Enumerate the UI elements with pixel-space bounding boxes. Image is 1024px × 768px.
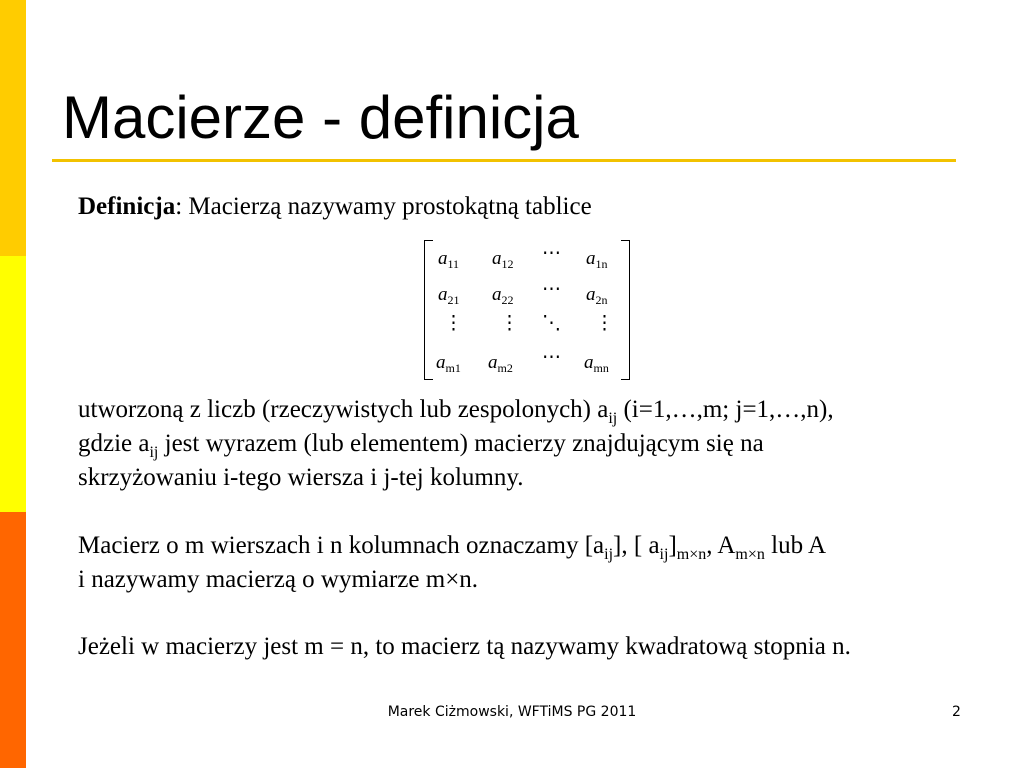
paragraph-elements — [78, 393, 834, 495]
matrix-cell: $a_{m1}$ — [436, 352, 461, 375]
matrix-cell: ⋱ — [542, 313, 561, 334]
matrix-cell: ⋮ — [500, 313, 519, 334]
paragraph-line: utworzoną z liczb (rzeczywistych lub zespolonych) $a_{ij}$ (i=1,…,m; j=1,…,n), — [78, 396, 834, 427]
accent-bar-middle — [0, 256, 26, 512]
matrix-cell: $a_{21}$ — [438, 284, 460, 307]
matrix-cell: ⋮ — [595, 313, 614, 334]
matrix-cell: ⋯ — [542, 243, 561, 264]
matrix-cell: $a_{mn}$ — [584, 352, 609, 375]
paragraph-square-matrix: Jeżeli w macierzy jest m = n, to macierz tą nazywamy kwadratową stopnia n. — [78, 633, 851, 660]
paragraph-line: skrzyżowaniu i-tego wiersza i j-tej kolumny. — [78, 464, 524, 491]
definition-line — [78, 190, 592, 224]
matrix-formula — [424, 240, 630, 380]
matrix-cell: ⋯ — [542, 347, 561, 368]
matrix-cell: $a_{11}$ — [438, 248, 460, 271]
paragraph-line: i nazywamy macierzą o wymiarze m×n. — [78, 566, 479, 593]
matrix-cell: $a_{m2}$ — [488, 352, 513, 375]
footer-text: Marek Ciżmowski, WFTiMS PG 2011 — [387, 704, 637, 720]
accent-bar-top — [0, 0, 26, 256]
title-underline — [52, 159, 956, 162]
definition-label: Definicja — [78, 193, 176, 220]
accent-bar-bottom — [0, 512, 26, 768]
slide-title: Macierze - definicja — [62, 84, 579, 151]
definition-text: : Macierzą nazywamy prostokątną tablice — [175, 193, 592, 220]
page-number: 2 — [952, 704, 961, 720]
matrix-cell: $a_{2n}$ — [586, 284, 608, 307]
paragraph-line: Macierz o m wierszach i n kolumnach oznaczamy $[a_{ij}]$, [ $a_{ij}]_{m\times n}$, $A_{m\times n}$ lub A — [78, 532, 827, 563]
paragraph-line: gdzie $a_{ij}$ jest wyrazem (lub elementem) macierzy znajdującym się na — [78, 430, 764, 461]
matrix-cell: ⋯ — [542, 279, 561, 300]
matrix-left-bracket — [424, 240, 433, 380]
matrix-right-bracket — [621, 240, 630, 380]
paragraph-notation — [78, 529, 826, 597]
matrix-cell: ⋮ — [444, 313, 463, 334]
matrix-cell: $a_{1n}$ — [586, 248, 608, 271]
matrix-cell: $a_{12}$ — [492, 248, 514, 271]
matrix-cell: $a_{22}$ — [492, 284, 514, 307]
